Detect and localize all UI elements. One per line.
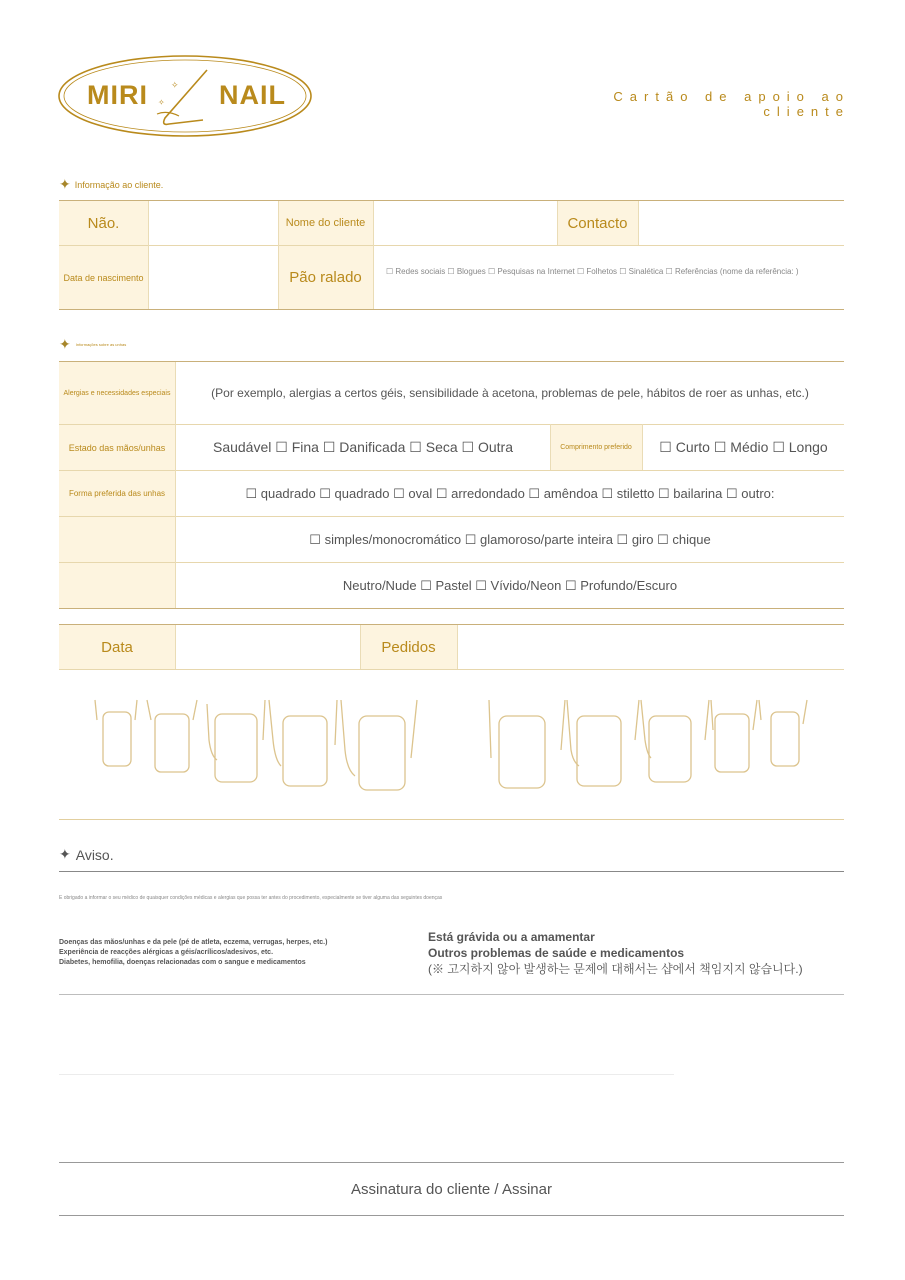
right-hand-nails <box>489 700 807 788</box>
birth-label: Data de nascimento <box>63 272 144 283</box>
no-label: Não. <box>87 214 120 232</box>
sparkle-icon: ✦ <box>59 176 71 192</box>
notice-right-line1: Está grávida ou a amamentar <box>428 930 595 944</box>
page-title: Cartão de apoio ao cliente <box>613 89 850 119</box>
left-hand-nails <box>95 700 417 790</box>
birth-field[interactable] <box>149 247 277 308</box>
section-nail-info-title: Informações sobre as unhas <box>75 342 127 347</box>
notice-left-line: Diabetes, hemofilia, doenças relacionadas com o sangue e medicamentos <box>59 959 306 966</box>
brand-right: NAIL <box>219 80 286 110</box>
section-nail-info-heading <box>59 336 126 353</box>
hand-state-options[interactable]: Saudável ☐ Fina ☐ Danificada ☐ Seca ☐ Outra <box>212 439 513 455</box>
notice-title: Aviso. <box>75 846 114 863</box>
color-options[interactable]: Neutro/Nude ☐ Pastel ☐ Vívido/Neon ☐ Profundo/Escuro <box>342 577 678 593</box>
style-options[interactable]: ☐ simples/monocromático ☐ glamoroso/parte inteira ☐ giro ☐ chique <box>309 531 711 547</box>
date-field[interactable] <box>176 626 359 668</box>
signature-label[interactable]: Assinatura do cliente / Assinar <box>351 1180 552 1198</box>
section-client-info-heading <box>59 176 163 193</box>
nail-diagram[interactable] <box>59 690 844 805</box>
orders-label: Pedidos <box>381 638 436 656</box>
brand-logo <box>57 54 313 138</box>
notice-left-line: Doenças das mãos/unhas e da pele (pé de atleta, eczema, verrugas, herpes, etc.) <box>59 939 328 946</box>
notice-heading <box>59 846 114 863</box>
shape-label: Forma preferida das unhas <box>68 489 166 498</box>
shape-options[interactable]: ☐ quadrado ☐ quadrado ☐ oval ☐ arredondado ☐ amêndoa ☐ stiletto ☐ bailarina ☐ outro: <box>245 485 775 501</box>
length-options[interactable]: ☐ Curto ☐ Médio ☐ Longo <box>659 439 828 455</box>
length-label: Comprimento preferido <box>560 444 632 451</box>
source-options[interactable]: ☐ Redes sociais ☐ Blogues ☐ Pesquisas na Internet ☐ Folhetos ☐ Sinalética ☐ Referências (nome da referência: ) <box>386 267 799 276</box>
orders-field[interactable] <box>458 626 843 668</box>
contact-label: Contacto <box>567 214 628 232</box>
svg-text:✧: ✧ <box>171 80 179 90</box>
sparkle-icon: ✦ <box>59 846 71 862</box>
svg-text:✧: ✧ <box>158 98 165 107</box>
notice-right-line2: Outros problemas de saúde e medicamentos <box>428 946 685 960</box>
notice-right-list <box>428 929 843 977</box>
allergy-field[interactable]: (Por exemplo, alergias a certos géis, sensibilidade à acetona, problemas de pele, hábitos de roer as unhas, etc.) <box>211 386 809 400</box>
section-client-info-title: Informação ao cliente. <box>74 179 164 190</box>
no-field[interactable] <box>149 202 277 244</box>
brand-left: MIRI <box>87 80 148 110</box>
client-name-label: Nome do cliente <box>285 217 366 229</box>
sparkle-icon: ✦ <box>59 336 71 352</box>
date-label: Data <box>101 638 133 656</box>
client-name-field[interactable] <box>374 202 556 244</box>
notice-left-list <box>59 938 419 968</box>
notice-left-line: Experiência de reacções alérgicas a géis/acrílicos/adesivos, etc. <box>59 949 274 956</box>
notice-small-text: É obrigado a informar o seu médico de quaisquer condições médicas e alergias que possa ter antes do procedimento, especialmente se tiver alguma das seguintes doenças <box>59 895 443 901</box>
notice-right-line3: (※ 고지하지 않아 발생하는 문제에 대해서는 샵에서 책임지지 않습니다.) <box>428 962 803 976</box>
contact-field[interactable] <box>639 202 843 244</box>
source-label: Pão ralado <box>289 269 362 286</box>
hand-state-label: Estado das mãos/unhas <box>68 442 166 453</box>
allergy-label: Alergias e necessidades especiais <box>63 389 171 397</box>
